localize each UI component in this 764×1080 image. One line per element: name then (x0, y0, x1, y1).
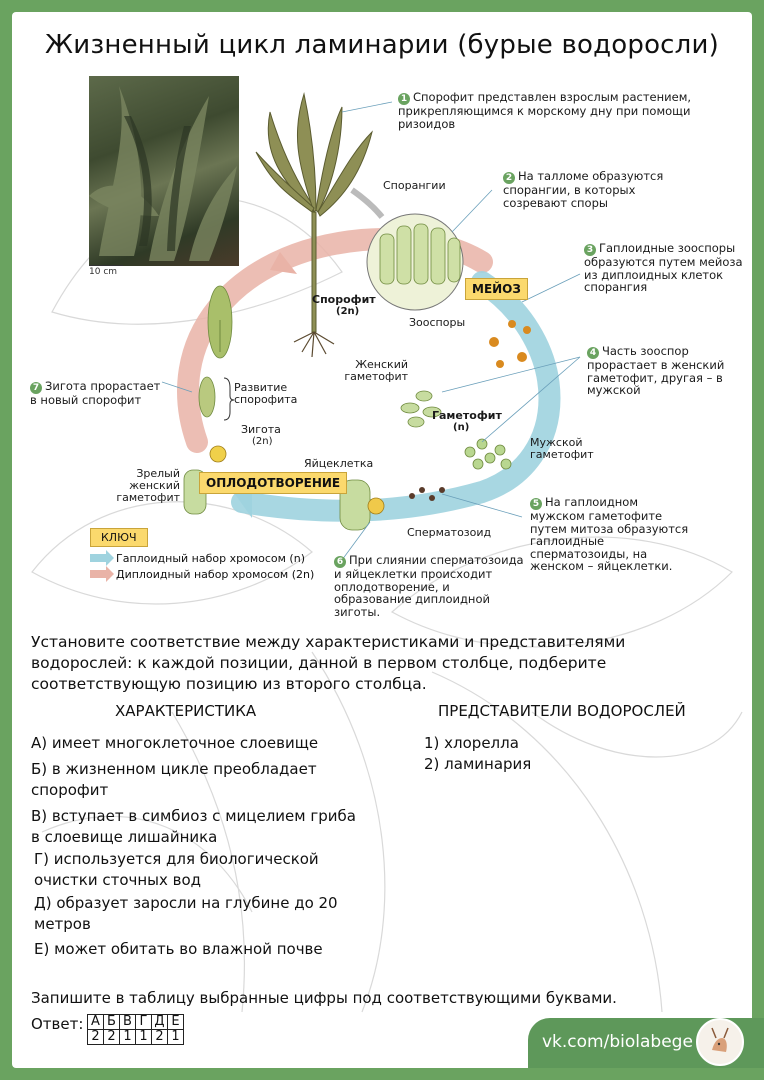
note-2-text: На талломе образуются спорангии, в которых созревают споры (503, 169, 664, 210)
answer-value[interactable]: 2 (152, 1030, 168, 1045)
note-3-text: Гаплоидные зооспоры образуются путем мейоза из диплоидных клеток спорангия (584, 241, 743, 294)
deer-avatar-icon (696, 1018, 744, 1066)
key-title: КЛЮЧ (90, 528, 148, 547)
answer-letter: В (120, 1015, 136, 1030)
meiosis-tag: МЕЙОЗ (465, 278, 528, 300)
answer-values-row (88, 1030, 184, 1045)
fertilization-tag: ОПЛОДОТВОРЕНИЕ (199, 472, 347, 494)
young-sporophyte-1 (199, 377, 215, 417)
answer-label: Ответ: (31, 1015, 84, 1033)
mature-female-label: Зрелый женский гаметофит (116, 467, 180, 504)
zygote-ploidy: (2n) (252, 436, 273, 447)
answer-value[interactable]: 1 (120, 1030, 136, 1045)
note-4-number: 4 (587, 347, 599, 359)
page-title: Жизненный цикл ламинарии (бурые водоросли) (45, 30, 719, 60)
legend-diploid: Диплоидный набор хромосом (2n) (116, 568, 315, 581)
sporophyte-label: Спорофит (312, 293, 376, 306)
note-2-number: 2 (503, 172, 515, 184)
legend-haploid: Гаплоидный набор хромосом (n) (116, 552, 305, 565)
note-5 (530, 496, 690, 573)
answer-letter: Д (152, 1015, 168, 1030)
note-7 (30, 380, 168, 407)
characteristic-a: А) имеет многоклеточное слоевище (31, 734, 319, 752)
representative-1: 1) хлорелла (424, 734, 519, 752)
note-1-text: Спорофит представлен взрослым растением, прикрепляющимся к морскому дну при помощи ризоидов (398, 90, 692, 131)
answer-value[interactable]: 1 (136, 1030, 152, 1045)
note-3 (584, 242, 744, 294)
answer-letter: Е (168, 1015, 184, 1030)
characteristic-g-line1: Г) используется для биологической (34, 850, 319, 868)
note-5-number: 5 (530, 498, 542, 510)
representative-2: 2) ламинария (424, 755, 532, 773)
note-7-text: Зигота прорастает в новый спорофит (30, 379, 161, 407)
note-5-text: На гаплоидном мужском гаметофите путем митоза образуются гаплоидные сперматозоиды, на женском – яйцеклетки. (530, 495, 689, 573)
rhizoids (294, 332, 334, 357)
answer-value[interactable]: 2 (88, 1030, 104, 1045)
column-header-representatives: ПРЕДСТАВИТЕЛИ ВОДОРОСЛЕЙ (438, 702, 686, 720)
answer-instruction: Запишите в таблицу выбранные цифры под соответствующими буквами. (31, 989, 617, 1007)
note-4 (587, 345, 742, 397)
worksheet (12, 12, 752, 1068)
characteristic-e: Е) может обитать во влажной почве (34, 940, 323, 958)
male-gametophyte-drawing (465, 439, 511, 469)
answer-value[interactable]: 1 (168, 1030, 184, 1045)
note-6 (334, 554, 524, 618)
answer-table (87, 1014, 184, 1045)
scale-label: 10 cm (89, 267, 118, 277)
note-6-number: 6 (334, 556, 346, 568)
sporangia-label: Спорангии (383, 179, 446, 192)
note-1-number: 1 (398, 93, 410, 105)
note-3-number: 3 (584, 244, 596, 256)
legend-diploid-arrow (90, 566, 114, 582)
answer-letter: Г (136, 1015, 152, 1030)
zygote-drawing (210, 446, 226, 462)
answer-letters-row (88, 1015, 184, 1030)
development-label: Развитие спорофита (234, 381, 298, 406)
characteristic-g-line2: очистки сточных вод (34, 871, 202, 889)
answer-letter: А (88, 1015, 104, 1030)
zoospores-label: Зооспоры (409, 316, 466, 329)
gametophyte-label: Гаметофит (432, 409, 502, 422)
answer-value[interactable]: 2 (104, 1030, 120, 1045)
characteristic-d-line2: метров (34, 915, 91, 933)
characteristic-b-line2: спорофит (31, 781, 109, 799)
column-header-characteristic: ХАРАКТЕРИСТИКА (115, 702, 257, 720)
male-gametophyte-label: Мужской гаметофит (530, 436, 594, 461)
task-prompt: Установите соответствие между характеристиками и представителями водорослей: к каждой позиции, данной в первом столбце, подберите соответствующую позицию из второго столбца. (31, 633, 626, 693)
characteristic-d-line1: Д) образует заросли на глубине до 20 (34, 894, 338, 912)
female-gametophyte-label: Женский гаметофит (344, 358, 408, 383)
note-6-text: При слиянии сперматозоида и яйцеклетки происходит оплодотворение, и образование диплоидной зиготы. (334, 553, 524, 619)
sperm-label: Сперматозоид (407, 526, 492, 539)
sporophyte-ploidy: (2n) (336, 306, 360, 317)
note-7-number: 7 (30, 382, 42, 394)
characteristic-v-line2: в слоевище лишайника (31, 828, 218, 846)
note-1 (398, 91, 703, 130)
egg-label: Яйцеклетка (304, 457, 374, 470)
note-2 (503, 170, 678, 209)
characteristic-v-line1: В) вступает в симбиоз с мицелием гриба (31, 807, 356, 825)
note-4-text: Часть зооспор прорастает в женский гаметофит, другая – в мужской (587, 344, 725, 397)
zygote-label: Зигота (241, 423, 281, 436)
legend-haploid-arrow (90, 550, 114, 566)
gametophyte-ploidy: (n) (453, 422, 470, 433)
answer-letter: Б (104, 1015, 120, 1030)
characteristic-b-line1: Б) в жизненном цикле преобладает (31, 760, 317, 778)
vk-link-text[interactable]: vk.com/biolabege (542, 1032, 693, 1052)
